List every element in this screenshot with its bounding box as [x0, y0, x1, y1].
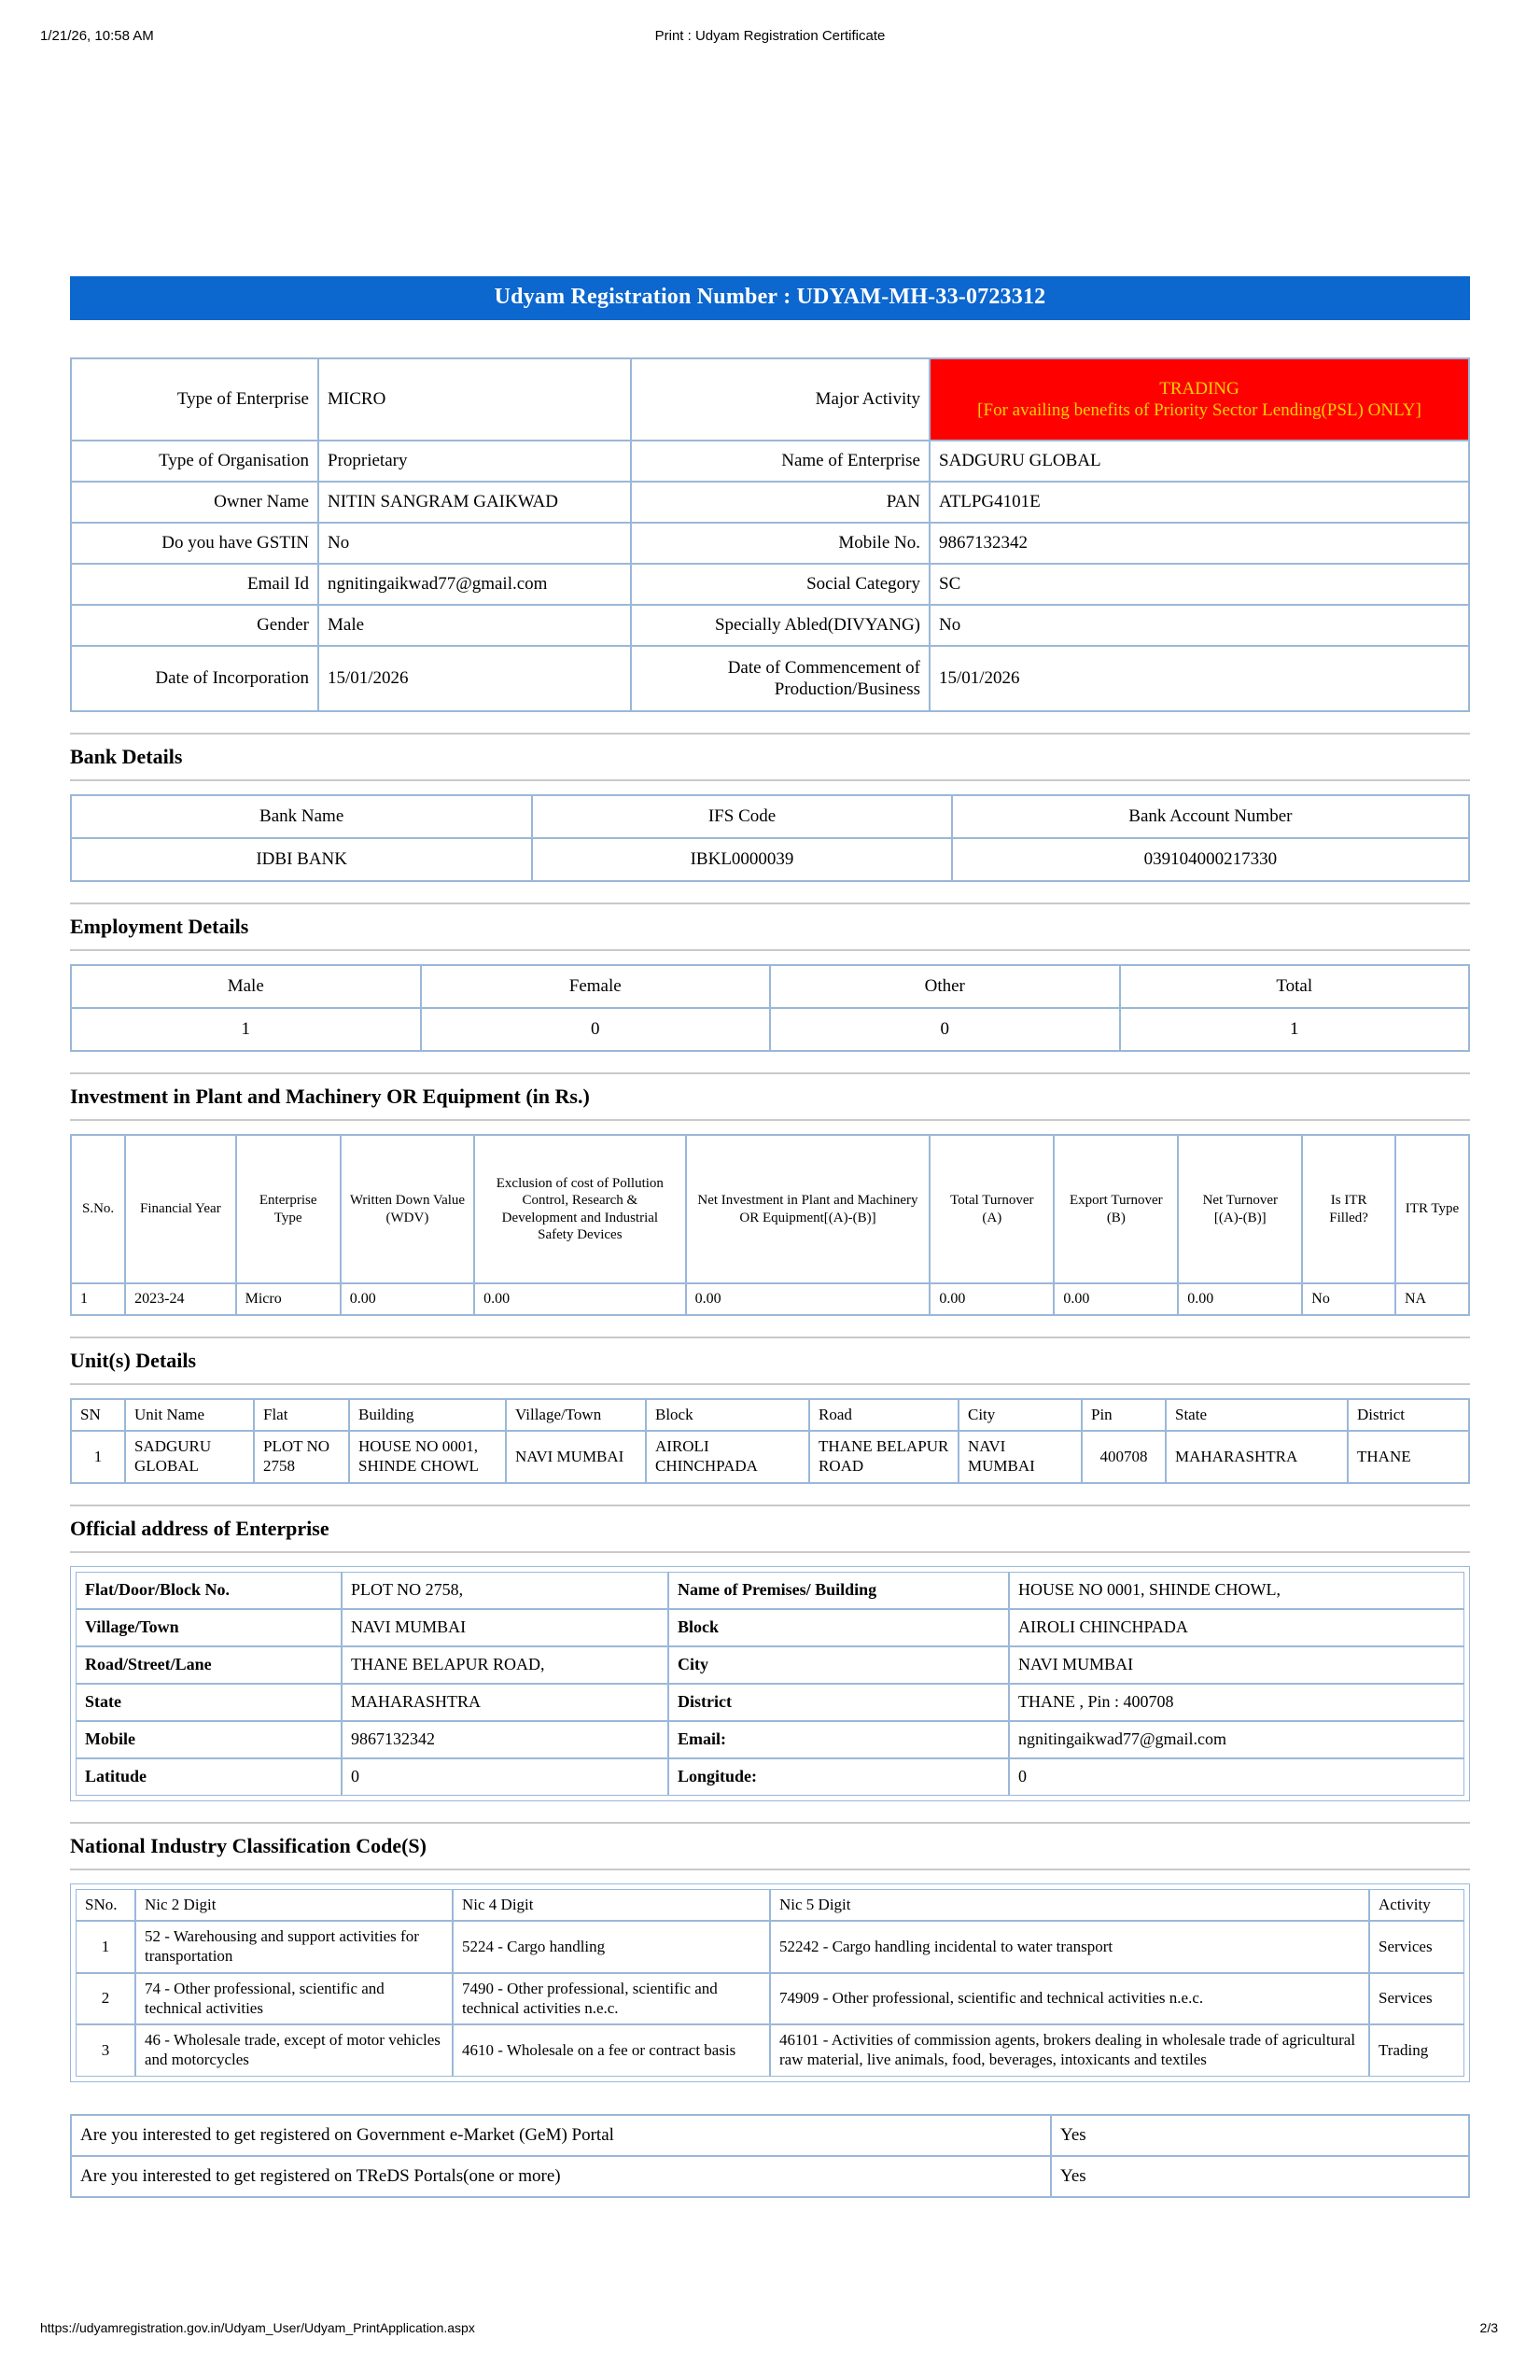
unit-pin-value: 400708: [1082, 1431, 1166, 1482]
unit-flat-value: PLOT NO 2758: [254, 1431, 349, 1482]
inv-enterprise-type-header: Enterprise Type: [236, 1135, 341, 1283]
inv-net-investment-header: Net Investment in Plant and Machinery OR Equipment[(A)-(B)]: [686, 1135, 931, 1283]
table-row: [71, 482, 1469, 523]
nic-2digit-value: 74 - Other professional, scientific and technical activities: [135, 1973, 453, 2024]
official-address-wrapper: [70, 1566, 1470, 1801]
unit-village-value: NAVI MUMBAI: [506, 1431, 646, 1482]
ifs-code-value: IBKL0000039: [532, 838, 951, 881]
unit-city-value: NAVI MUMBAI: [959, 1431, 1082, 1482]
table-row: [71, 523, 1469, 564]
longitude-label: Longitude:: [668, 1758, 1009, 1796]
table-header-row: [76, 1889, 1464, 1922]
bank-details-section: [70, 733, 1470, 882]
table-row: [76, 1758, 1464, 1796]
table-row: [71, 358, 1469, 441]
addr-email-value: ngnitingaikwad77@gmail.com: [1009, 1721, 1464, 1758]
latitude-label: Latitude: [76, 1758, 342, 1796]
inv-total-turnover-value: 0.00: [930, 1283, 1054, 1315]
registration-interest-table: [70, 2114, 1470, 2198]
section-divider-bottom: [70, 1551, 1470, 1553]
nic-4digit-value: 7490 - Other professional, scientific and technical activities n.e.c.: [453, 1973, 770, 2024]
table-row: [71, 564, 1469, 605]
bank-name-value: IDBI BANK: [71, 838, 532, 881]
nic-activity-value: Services: [1369, 1921, 1464, 1972]
table-row: [76, 1572, 1464, 1609]
flat-value: PLOT NO 2758,: [342, 1572, 668, 1609]
date-of-commencement-label: Date of Commencement of Production/Business: [631, 646, 930, 711]
major-activity-value: TRADING: [1159, 378, 1239, 399]
longitude-value: 0: [1009, 1758, 1464, 1796]
inv-net-turnover-value: 0.00: [1178, 1283, 1302, 1315]
print-header: [0, 28, 1540, 50]
table-row: [71, 838, 1469, 881]
email-value: ngnitingaikwad77@gmail.com: [318, 564, 631, 605]
city-label: City: [668, 1646, 1009, 1684]
units-section: [70, 1337, 1470, 1484]
divyang-label: Specially Abled(DIVYANG): [631, 605, 930, 646]
name-of-enterprise-label: Name of Enterprise: [631, 441, 930, 482]
nic-activity-value: Trading: [1369, 2024, 1464, 2076]
district-label: District: [668, 1684, 1009, 1721]
gem-portal-question: Are you interested to get registered on Government e-Market (GeM) Portal: [71, 2115, 1051, 2156]
unit-flat-header: Flat: [254, 1399, 349, 1432]
certificate-content: [70, 276, 1470, 2198]
banner-value: UDYAM-MH-33-0723312: [796, 285, 1046, 309]
gender-value: Male: [318, 605, 631, 646]
unit-building-header: Building: [349, 1399, 506, 1432]
nic-2digit-value: 46 - Wholesale trade, except of motor vehicles and motorcycles: [135, 2024, 453, 2076]
nic-4digit-value: 5224 - Cargo handling: [453, 1921, 770, 1972]
ifs-code-header: IFS Code: [532, 795, 951, 838]
udyam-registration-banner: [70, 276, 1470, 320]
block-value: AIROLI CHINCHPADA: [1009, 1609, 1464, 1646]
nic-sno-value: 1: [76, 1921, 135, 1972]
nic-4digit-value: 4610 - Wholesale on a fee or contract basis: [453, 2024, 770, 2076]
investment-title: Investment in Plant and Machinery OR Equipment (in Rs.): [70, 1085, 590, 1108]
block-label: Block: [668, 1609, 1009, 1646]
official-address-title: Official address of Enterprise: [70, 1516, 329, 1540]
inv-financial-year-header: Financial Year: [125, 1135, 235, 1283]
unit-road-header: Road: [809, 1399, 959, 1432]
social-category-label: Social Category: [631, 564, 930, 605]
date-of-incorporation-label: Date of Incorporation: [71, 646, 318, 711]
date-of-incorporation-value: 15/01/2026: [318, 646, 631, 711]
type-of-enterprise-value: MICRO: [318, 358, 631, 441]
pan-label: PAN: [631, 482, 930, 523]
bank-account-number-value: 039104000217330: [952, 838, 1469, 881]
major-activity-note: [For availing benefits of Priority Sector Lending(PSL) ONLY]: [977, 400, 1421, 420]
type-of-enterprise-label: Type of Enterprise: [71, 358, 318, 441]
state-label: State: [76, 1684, 342, 1721]
table-row: [76, 1646, 1464, 1684]
nic-5digit-value: 46101 - Activities of commission agents, brokers dealing in wholesale trade of agricultural raw material, live animals, food, beverages, intoxicants and textiles: [770, 2024, 1369, 2076]
premises-value: HOUSE NO 0001, SHINDE CHOWL,: [1009, 1572, 1464, 1609]
village-value: NAVI MUMBAI: [342, 1609, 668, 1646]
inv-net-investment-value: 0.00: [686, 1283, 931, 1315]
table-row: [76, 1609, 1464, 1646]
bank-details-table: [70, 794, 1470, 882]
female-count: 0: [421, 1008, 771, 1051]
table-header-row: [71, 1399, 1469, 1432]
gstin-label: Do you have GSTIN: [71, 523, 318, 564]
section-divider-bottom: [70, 1869, 1470, 1870]
name-of-enterprise-value: SADGURU GLOBAL: [930, 441, 1469, 482]
nic-sno-header: SNo.: [76, 1889, 135, 1922]
inv-export-turnover-value: 0.00: [1054, 1283, 1178, 1315]
major-activity-label: Major Activity: [631, 358, 930, 441]
other-header: Other: [770, 965, 1120, 1008]
inv-exclusion-value: 0.00: [474, 1283, 685, 1315]
unit-sn-header: SN: [71, 1399, 125, 1432]
nic-table: [76, 1889, 1464, 2077]
unit-district-header: District: [1348, 1399, 1469, 1432]
official-address-table: [76, 1572, 1464, 1796]
employment-details-title: Employment Details: [70, 915, 249, 938]
nic-2digit-header: Nic 2 Digit: [135, 1889, 453, 1922]
employment-details-section: [70, 903, 1470, 1052]
print-source-url: https://udyamregistration.gov.in/Udyam_User/Udyam_PrintApplication.aspx: [40, 2320, 475, 2335]
units-title: Unit(s) Details: [70, 1348, 197, 1372]
inv-financial-year-value: 2023-24: [125, 1283, 235, 1315]
pan-value: ATLPG4101E: [930, 482, 1469, 523]
nic-4digit-header: Nic 4 Digit: [453, 1889, 770, 1922]
inv-sno-header: S.No.: [71, 1135, 125, 1283]
nic-wrapper: [70, 1883, 1470, 2082]
inv-itr-type-value: NA: [1395, 1283, 1469, 1315]
table-row: [71, 2115, 1469, 2156]
inv-itr-filled-header: Is ITR Filled?: [1302, 1135, 1395, 1283]
flat-label: Flat/Door/Block No.: [76, 1572, 342, 1609]
inv-itr-filled-value: No: [1302, 1283, 1395, 1315]
section-divider-bottom: [70, 1383, 1470, 1385]
date-of-commencement-value: 15/01/2026: [930, 646, 1469, 711]
unit-sn-value: 1: [71, 1431, 125, 1482]
divyang-value: No: [930, 605, 1469, 646]
unit-name-header: Unit Name: [125, 1399, 254, 1432]
unit-village-header: Village/Town: [506, 1399, 646, 1432]
table-row: [71, 646, 1469, 711]
table-row: [76, 1973, 1464, 2024]
male-count: 1: [71, 1008, 421, 1051]
table-row: [76, 1684, 1464, 1721]
addr-email-label: Email:: [668, 1721, 1009, 1758]
enterprise-details-table: [70, 357, 1470, 712]
unit-state-header: State: [1166, 1399, 1348, 1432]
inv-exclusion-header: Exclusion of cost of Pollution Control, Research & Development and Industrial Safety Devices: [474, 1135, 685, 1283]
village-label: Village/Town: [76, 1609, 342, 1646]
section-divider-bottom: [70, 779, 1470, 781]
nic-2digit-value: 52 - Warehousing and support activities for transportation: [135, 1921, 453, 1972]
latitude-value: 0: [342, 1758, 668, 1796]
banner-separator: :: [783, 285, 791, 309]
nic-activity-value: Services: [1369, 1973, 1464, 2024]
table-header-row: [71, 1135, 1469, 1283]
unit-district-value: THANE: [1348, 1431, 1469, 1482]
road-label: Road/Street/Lane: [76, 1646, 342, 1684]
section-divider-bottom: [70, 949, 1470, 951]
print-document-title: Print : Udyam Registration Certificate: [654, 28, 886, 44]
nic-5digit-value: 52242 - Cargo handling incidental to water transport: [770, 1921, 1369, 1972]
inv-export-turnover-header: Export Turnover (B): [1054, 1135, 1178, 1283]
male-header: Male: [71, 965, 421, 1008]
official-address-section: [70, 1505, 1470, 1801]
banner-label: Udyam Registration Number: [494, 285, 778, 309]
addr-mobile-value: 9867132342: [342, 1721, 668, 1758]
bank-details-title: Bank Details: [70, 745, 183, 768]
table-row: [76, 1721, 1464, 1758]
state-value: MAHARASHTRA: [342, 1684, 668, 1721]
unit-city-header: City: [959, 1399, 1082, 1432]
inv-sno-value: 1: [71, 1283, 125, 1315]
nic-sno-value: 3: [76, 2024, 135, 2076]
investment-table: [70, 1134, 1470, 1316]
section-divider-bottom: [70, 1119, 1470, 1121]
inv-net-turnover-header: Net Turnover [(A)-(B)]: [1178, 1135, 1302, 1283]
mobile-value: 9867132342: [930, 523, 1469, 564]
premises-label: Name of Premises/ Building: [668, 1572, 1009, 1609]
print-footer: [0, 2320, 1540, 2341]
investment-section: [70, 1072, 1470, 1316]
print-page-number: 2/3: [1479, 2320, 1498, 2335]
table-row: [71, 1431, 1469, 1482]
inv-wdv-value: 0.00: [341, 1283, 474, 1315]
district-value: THANE , Pin : 400708: [1009, 1684, 1464, 1721]
table-row: [71, 1008, 1469, 1051]
addr-mobile-label: Mobile: [76, 1721, 342, 1758]
unit-road-value: THANE BELAPUR ROAD: [809, 1431, 959, 1482]
table-row: [76, 1921, 1464, 1972]
nic-activity-header: Activity: [1369, 1889, 1464, 1922]
nic-5digit-header: Nic 5 Digit: [770, 1889, 1369, 1922]
unit-block-header: Block: [646, 1399, 809, 1432]
nic-sno-value: 2: [76, 1973, 135, 2024]
total-header: Total: [1120, 965, 1470, 1008]
inv-itr-type-header: ITR Type: [1395, 1135, 1469, 1283]
bank-name-header: Bank Name: [71, 795, 532, 838]
gstin-value: No: [318, 523, 631, 564]
total-count: 1: [1120, 1008, 1470, 1051]
major-activity-value-cell: [930, 358, 1469, 441]
units-table: [70, 1398, 1470, 1484]
nic-title: National Industry Classification Code(S): [70, 1833, 427, 1857]
inv-enterprise-type-value: Micro: [236, 1283, 341, 1315]
gem-portal-answer: Yes: [1051, 2115, 1469, 2156]
social-category-value: SC: [930, 564, 1469, 605]
treds-portal-answer: Yes: [1051, 2156, 1469, 2197]
female-header: Female: [421, 965, 771, 1008]
table-row: [76, 2024, 1464, 2076]
table-row: [71, 2156, 1469, 2197]
unit-state-value: MAHARASHTRA: [1166, 1431, 1348, 1482]
bank-account-number-header: Bank Account Number: [952, 795, 1469, 838]
unit-building-value: HOUSE NO 0001, SHINDE CHOWL: [349, 1431, 506, 1482]
type-of-organisation-label: Type of Organisation: [71, 441, 318, 482]
other-count: 0: [770, 1008, 1120, 1051]
owner-name-value: NITIN SANGRAM GAIKWAD: [318, 482, 631, 523]
unit-name-value: SADGURU GLOBAL: [125, 1431, 254, 1482]
treds-portal-question: Are you interested to get registered on TReDS Portals(one or more): [71, 2156, 1051, 2197]
nic-5digit-value: 74909 - Other professional, scientific and technical activities n.e.c.: [770, 1973, 1369, 2024]
table-header-row: [71, 965, 1469, 1008]
inv-wdv-header: Written Down Value (WDV): [341, 1135, 474, 1283]
unit-block-value: AIROLI CHINCHPADA: [646, 1431, 809, 1482]
email-label: Email Id: [71, 564, 318, 605]
mobile-label: Mobile No.: [631, 523, 930, 564]
nic-section: [70, 1822, 1470, 2082]
gender-label: Gender: [71, 605, 318, 646]
print-timestamp: 1/21/26, 10:58 AM: [40, 28, 154, 44]
owner-name-label: Owner Name: [71, 482, 318, 523]
road-value: THANE BELAPUR ROAD,: [342, 1646, 668, 1684]
unit-pin-header: Pin: [1082, 1399, 1166, 1432]
city-value: NAVI MUMBAI: [1009, 1646, 1464, 1684]
table-row: [71, 1283, 1469, 1315]
table-row: [71, 605, 1469, 646]
employment-details-table: [70, 964, 1470, 1052]
table-header-row: [71, 795, 1469, 838]
inv-total-turnover-header: Total Turnover (A): [930, 1135, 1054, 1283]
table-row: [71, 441, 1469, 482]
type-of-organisation-value: Proprietary: [318, 441, 631, 482]
